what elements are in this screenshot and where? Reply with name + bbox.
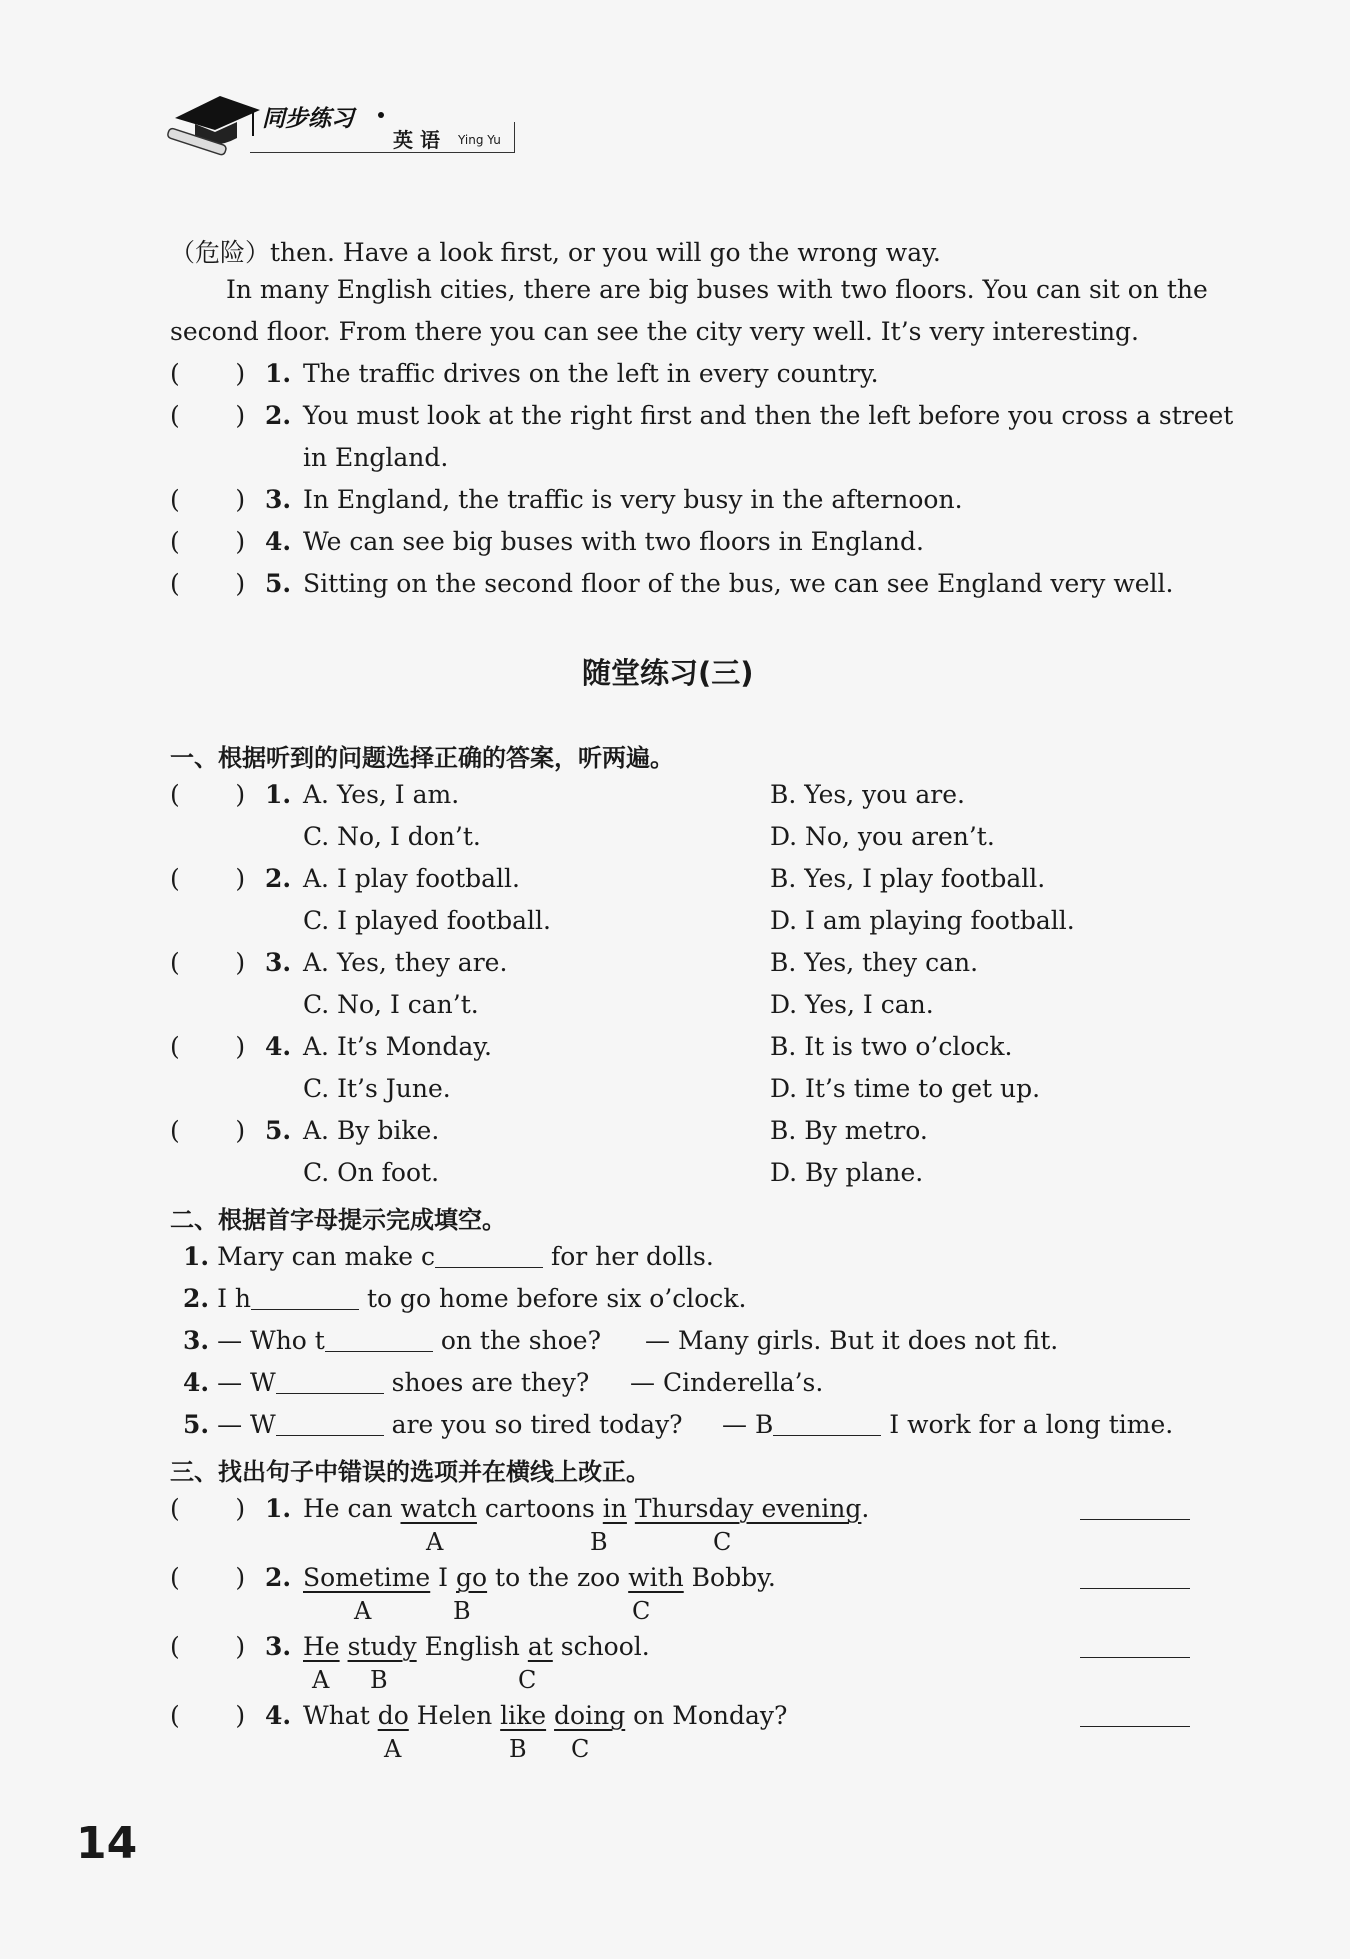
sentence-part: He can <box>303 1494 401 1523</box>
fill-reply <box>722 1410 1173 1439</box>
fill-blank[interactable] <box>251 1289 359 1310</box>
subject-pinyin: Ying Yu <box>458 133 501 147</box>
option-b: B. Yes, you are. <box>770 780 965 809</box>
tf-text: In England, the traffic is very busy in the afternoon. <box>303 485 963 514</box>
header-rule <box>250 152 515 153</box>
option-letter-a: A <box>354 1597 372 1625</box>
fill-post: to go home before six o’clock. <box>366 1284 747 1313</box>
error-sentence <box>303 1563 776 1592</box>
option-a: A. By bike. <box>303 1116 440 1145</box>
option-underline-a: watch <box>400 1494 477 1523</box>
page-number: 14 <box>76 1818 138 1869</box>
passage-line-3: second floor. From there you can see the city very well. It’s very interesting. <box>170 317 1139 346</box>
error-bracket[interactable]: ( ) <box>170 1494 246 1523</box>
fill-reply-pre: — B <box>722 1410 774 1439</box>
tf-bracket[interactable]: ( ) <box>170 401 246 430</box>
sentence-part: Bobby. <box>683 1563 776 1592</box>
choice-number: 1. <box>265 780 292 809</box>
option-d: D. I am playing football. <box>770 906 1075 935</box>
passage-line-1: （危险）then. Have a look first, or you will go the wrong way. <box>170 238 941 267</box>
fill-number: 3. <box>183 1326 210 1355</box>
tf-number: 3. <box>265 485 292 514</box>
tf-text: You must look at the right first and then the left before you cross a street <box>303 401 1234 430</box>
option-d: D. By plane. <box>770 1158 924 1187</box>
option-underline-b: study <box>347 1632 417 1661</box>
option-underline-a: do <box>377 1701 409 1730</box>
choice-bracket[interactable]: ( ) <box>170 864 246 893</box>
option-letter-b: B <box>370 1666 388 1694</box>
option-a: A. Yes, I am. <box>303 780 460 809</box>
choice-number: 4. <box>265 1032 292 1061</box>
fill-number: 2. <box>183 1284 210 1313</box>
choice-number: 5. <box>265 1116 292 1145</box>
option-d: D. Yes, I can. <box>770 990 934 1019</box>
fill-number: 4. <box>183 1368 210 1397</box>
tf-text: The traffic drives on the left in every country. <box>303 359 879 388</box>
passage-line-2: In many English cities, there are big buses with two floors. You can sit on the <box>226 275 1208 304</box>
option-underline-c: with <box>628 1563 684 1592</box>
header-rule-end <box>514 122 515 152</box>
tf-bracket[interactable]: ( ) <box>170 527 246 556</box>
tf-text: Sitting on the second floor of the bus, we can see England very well. <box>303 569 1174 598</box>
option-c: C. I played football. <box>303 906 551 935</box>
tf-number: 5. <box>265 569 292 598</box>
option-underline-a: Sometime <box>303 1563 431 1592</box>
option-a: A. Yes, they are. <box>303 948 508 977</box>
fill-item <box>183 1284 746 1313</box>
fill-blank[interactable] <box>276 1373 384 1394</box>
option-letter-b: B <box>453 1597 471 1625</box>
fill-blank[interactable] <box>773 1415 881 1436</box>
fill-reply: — Cinderella’s. <box>630 1368 824 1397</box>
fill-item <box>183 1326 601 1355</box>
option-letter-c: C <box>518 1666 537 1694</box>
error-bracket[interactable]: ( ) <box>170 1632 246 1661</box>
correction-line[interactable] <box>1080 1726 1190 1727</box>
sentence-part: I <box>430 1563 457 1592</box>
option-underline-c: Thursday evening <box>634 1494 862 1523</box>
subject-label: 英 语 <box>393 128 440 152</box>
error-bracket[interactable]: ( ) <box>170 1563 246 1592</box>
error-number: 2. <box>265 1563 292 1592</box>
option-letter-a: A <box>426 1528 444 1556</box>
sentence-part <box>340 1632 348 1661</box>
tf-number: 4. <box>265 527 292 556</box>
correction-line[interactable] <box>1080 1519 1190 1520</box>
fill-pre: — Who t <box>217 1326 325 1355</box>
choice-bracket[interactable]: ( ) <box>170 1032 246 1061</box>
error-sentence <box>303 1494 869 1523</box>
option-d: D. It’s time to get up. <box>770 1074 1041 1103</box>
option-b: B. It is two o’clock. <box>770 1032 1013 1061</box>
option-underline-c: at <box>527 1632 553 1661</box>
tf-text: We can see big buses with two floors in England. <box>303 527 924 556</box>
fill-blank[interactable] <box>325 1331 433 1352</box>
option-c: C. No, I don’t. <box>303 822 481 851</box>
fill-post: are you so tired today? <box>391 1410 683 1439</box>
sentence-part <box>627 1494 635 1523</box>
fill-post: shoes are they? <box>391 1368 590 1397</box>
part2-heading: 二、根据首字母提示完成填空。 <box>170 1206 506 1234</box>
sentence-part: English <box>416 1632 528 1661</box>
fill-number: 1. <box>183 1242 210 1271</box>
sentence-part: Helen <box>408 1701 501 1730</box>
sentence-part: school. <box>552 1632 650 1661</box>
option-b: B. By metro. <box>770 1116 928 1145</box>
option-underline-a: He <box>303 1632 340 1661</box>
sentence-part: . <box>861 1494 870 1523</box>
option-d: D. No, you aren’t. <box>770 822 995 851</box>
option-c: C. No, I can’t. <box>303 990 479 1019</box>
fill-pre: Mary can make c <box>217 1242 436 1271</box>
brand-title: 同步练习 <box>262 106 354 132</box>
section-title: 随堂练习(三) <box>582 656 754 690</box>
option-b: B. Yes, they can. <box>770 948 979 977</box>
option-underline-b: in <box>602 1494 627 1523</box>
correction-line[interactable] <box>1080 1588 1190 1589</box>
fill-reply-post: I work for a long time. <box>889 1410 1174 1439</box>
option-underline-b: go <box>456 1563 488 1592</box>
fill-reply: — Many girls. But it does not fit. <box>645 1326 1059 1355</box>
option-letter-a: A <box>312 1666 330 1694</box>
option-letter-c: C <box>571 1735 590 1763</box>
fill-blank[interactable] <box>276 1415 384 1436</box>
error-number: 3. <box>265 1632 292 1661</box>
fill-pre: — W <box>217 1368 276 1397</box>
choice-bracket[interactable]: ( ) <box>170 948 246 977</box>
fill-number: 5. <box>183 1410 210 1439</box>
sentence-part <box>546 1701 554 1730</box>
fill-pre: I h <box>217 1284 251 1313</box>
option-underline-c: doing <box>554 1701 626 1730</box>
option-letter-b: B <box>509 1735 527 1763</box>
tf-text-continued: in England. <box>303 443 449 472</box>
fill-item <box>183 1242 714 1271</box>
option-c: C. It’s June. <box>303 1074 451 1103</box>
fill-post: on the shoe? <box>440 1326 601 1355</box>
header-dot <box>378 112 384 118</box>
sentence-part: to the zoo <box>487 1563 629 1592</box>
fill-item <box>183 1368 589 1397</box>
error-sentence <box>303 1701 787 1730</box>
option-b: B. Yes, I play football. <box>770 864 1046 893</box>
option-a: A. I play football. <box>303 864 520 893</box>
fill-item <box>183 1410 683 1439</box>
choice-number: 3. <box>265 948 292 977</box>
part1-heading: 一、根据听到的问题选择正确的答案，听两遍。 <box>170 744 674 772</box>
option-letter-c: C <box>632 1597 651 1625</box>
tf-number: 1. <box>265 359 292 388</box>
option-c: C. On foot. <box>303 1158 440 1187</box>
option-a: A. It’s Monday. <box>303 1032 493 1061</box>
option-letter-a: A <box>384 1735 402 1763</box>
error-number: 4. <box>265 1701 292 1730</box>
error-sentence <box>303 1632 650 1661</box>
tf-bracket[interactable]: ( ) <box>170 569 246 598</box>
option-underline-b: like <box>500 1701 547 1730</box>
tf-bracket[interactable]: ( ) <box>170 485 246 514</box>
choice-number: 2. <box>265 864 292 893</box>
graduation-cap-icon <box>165 88 260 158</box>
correction-line[interactable] <box>1080 1657 1190 1658</box>
fill-blank[interactable] <box>435 1247 543 1268</box>
part3-heading: 三、找出句子中错误的选项并在横线上改正。 <box>170 1458 650 1486</box>
sentence-part: What <box>303 1701 378 1730</box>
fill-post: for her dolls. <box>551 1242 714 1271</box>
error-number: 1. <box>265 1494 292 1523</box>
choice-bracket[interactable]: ( ) <box>170 1116 246 1145</box>
sentence-part: on Monday? <box>625 1701 788 1730</box>
sentence-part: cartoons <box>476 1494 603 1523</box>
error-bracket[interactable]: ( ) <box>170 1701 246 1730</box>
fill-pre: — W <box>217 1410 276 1439</box>
option-letter-c: C <box>713 1528 732 1556</box>
choice-bracket[interactable]: ( ) <box>170 780 246 809</box>
option-letter-b: B <box>590 1528 608 1556</box>
tf-bracket[interactable]: ( ) <box>170 359 246 388</box>
tf-number: 2. <box>265 401 292 430</box>
